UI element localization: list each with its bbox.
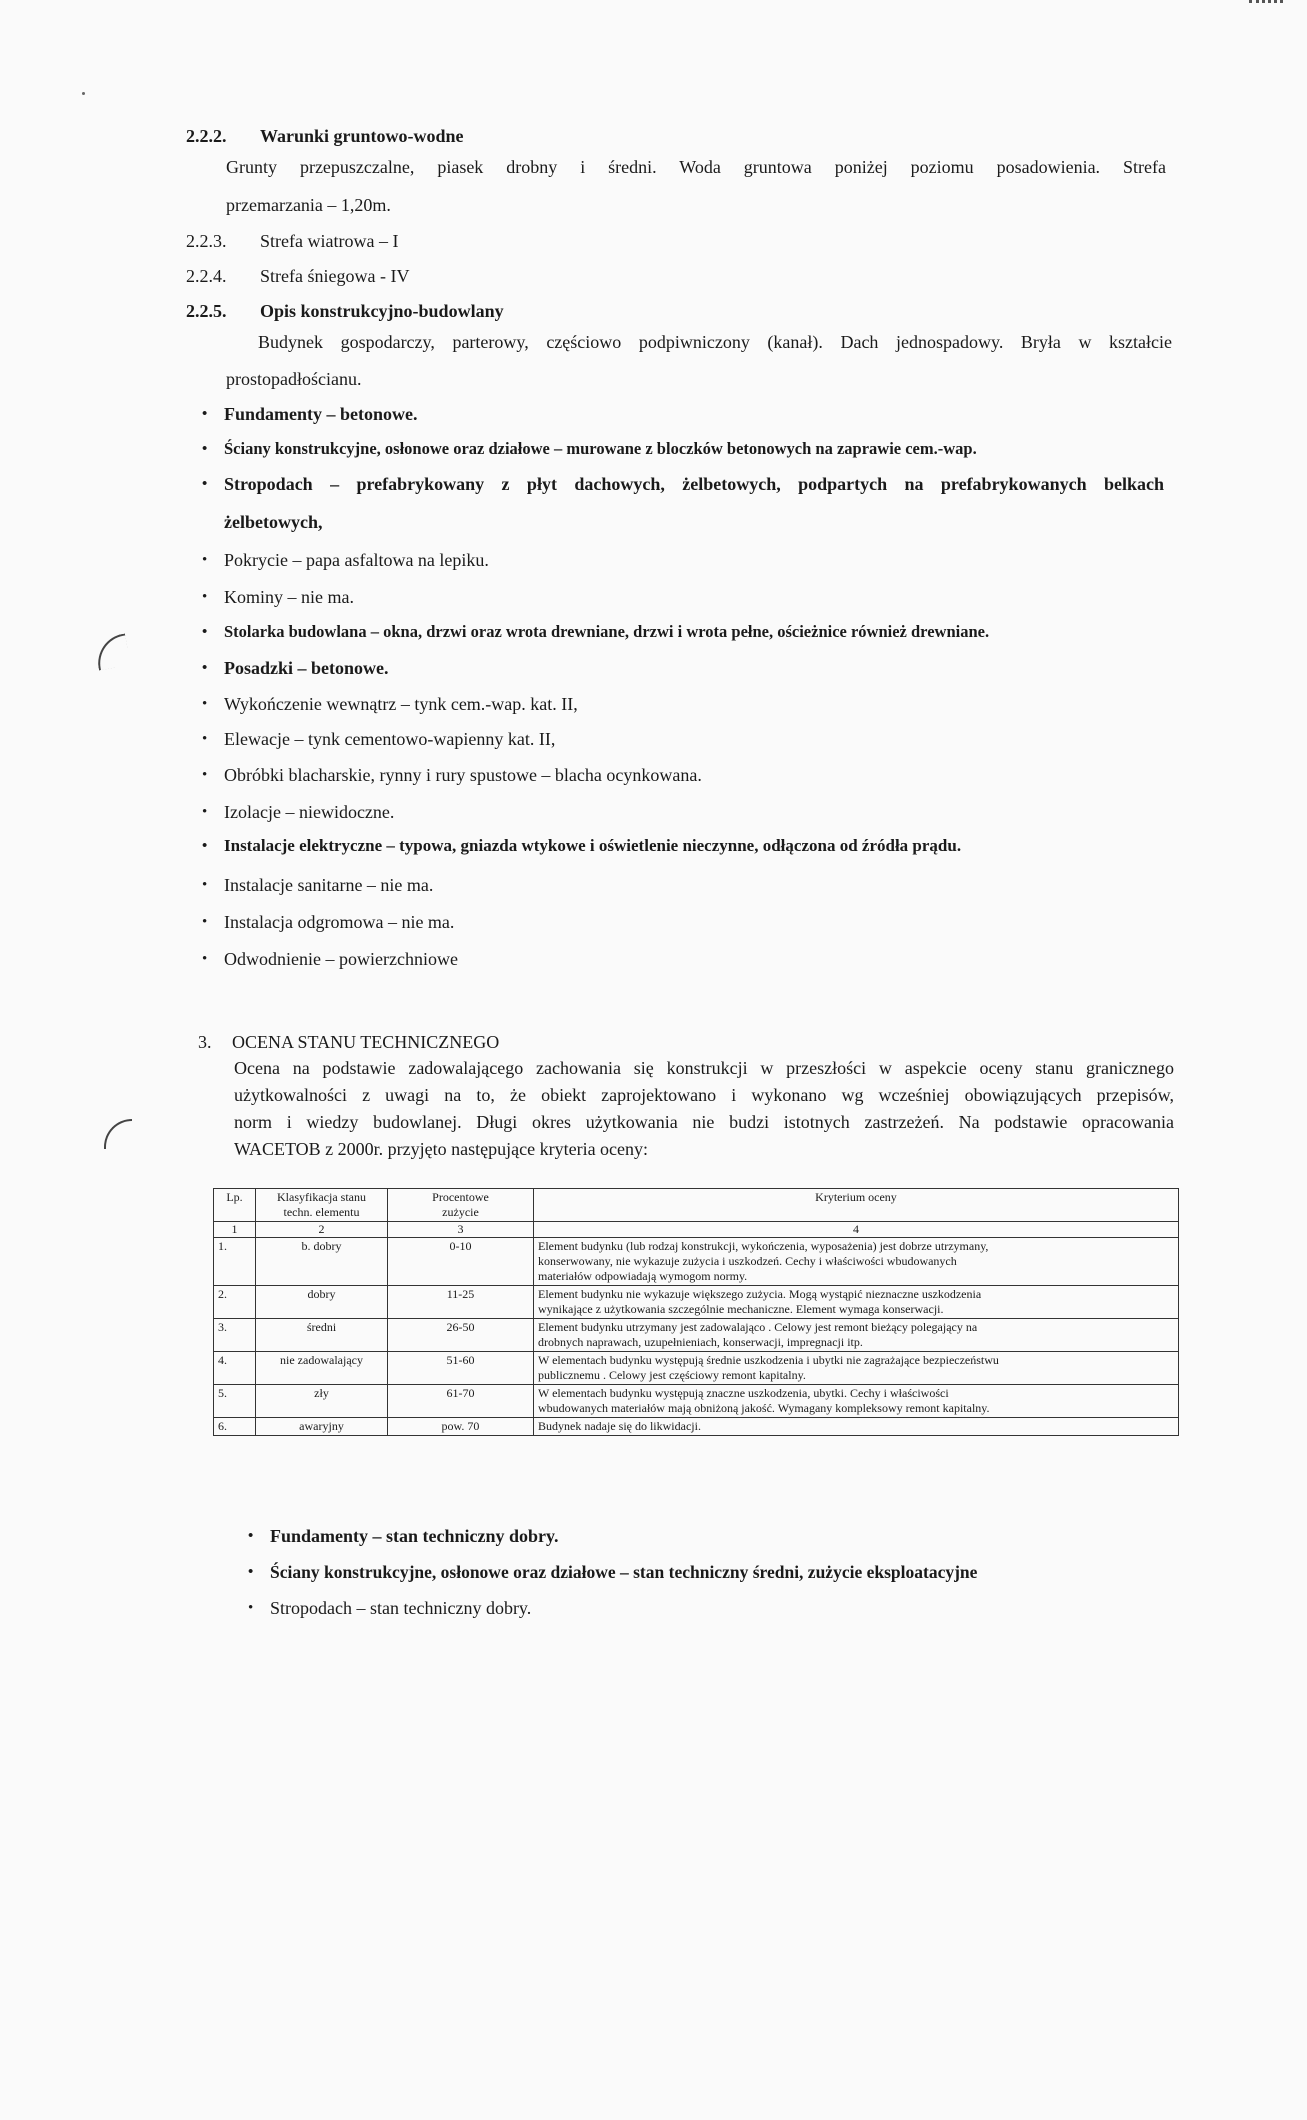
bullet-item: • Fundamenty – betonowe. <box>224 402 418 426</box>
cell-procent: 0-10 <box>388 1238 534 1286</box>
bullet-item: • Odwodnienie – powierzchniowe <box>224 947 458 971</box>
bullet-continuation: żelbetowych, <box>224 512 323 532</box>
cell-line: Element budynku nie wykazuje większego zużycia. Mogą wystąpić nieznaczne uszkodzenia <box>538 1287 982 1301</box>
section-number: 2.2.4. <box>186 266 227 286</box>
cell-kryterium <box>534 1319 1179 1352</box>
scan-artifact <box>1249 0 1283 6</box>
header-text: zużycie <box>442 1205 479 1219</box>
cell-klasyfikacja: dobry <box>256 1286 388 1319</box>
cell-lp: 4. <box>214 1352 256 1385</box>
binder-hole-mark <box>93 633 130 670</box>
paragraph-line: przemarzania – 1,20m. <box>226 195 391 215</box>
index-cell: 3 <box>388 1222 534 1238</box>
section-title: OCENA STANU TECHNICZNEGO <box>232 1032 500 1052</box>
table-row <box>214 1418 1179 1436</box>
table-row <box>214 1286 1179 1319</box>
section-heading-3 <box>198 1030 499 1054</box>
section-heading-2-2-5 <box>186 299 504 323</box>
paragraph-line: norm i wiedzy budowlanej. Długi okres użytkowania nie budzi istotnych zastrzeżeń. Na podstawie opracowania <box>234 1112 1174 1132</box>
section-line-2-2-4 <box>186 264 409 288</box>
paragraph-line: Grunty przepuszczalne, piasek drobny i średni. Woda gruntowa poniżej poziomu posadowienia. Strefa <box>226 157 1166 177</box>
paragraph-line: WACETOB z 2000r. przyjęto następujące kryteria oceny: <box>234 1139 649 1159</box>
index-cell: 4 <box>534 1222 1179 1238</box>
paragraph-line: Ocena na podstawie zadowalającego zachowania się konstrukcji w przeszłości w aspekcie oceny stanu granicznego <box>234 1058 1174 1078</box>
cell-klasyfikacja: nie zadowalający <box>256 1352 388 1385</box>
section-text: Strefa wiatrowa – I <box>260 231 399 251</box>
cell-lp: 1. <box>214 1238 256 1286</box>
assessment-item: • Stropodach – stan techniczny dobry. <box>270 1596 531 1620</box>
bullet-item: • Instalacje sanitarne – nie ma. <box>224 873 433 897</box>
section-number: 2.2.3. <box>186 231 227 251</box>
section-number: 3. <box>198 1032 212 1052</box>
assessment-item: • Ściany konstrukcyjne, osłonowe oraz działowe – stan techniczny średni, zużycie eksploatacyjne <box>270 1560 977 1584</box>
bullet-item: • Pokrycie – papa asfaltowa na lepiku. <box>224 548 489 572</box>
cell-line: konserwowany, nie wykazuje zużycia i uszkodzeń. Cechy i właściwości wbudowanych <box>538 1254 957 1268</box>
cell-procent: 61-70 <box>388 1385 534 1418</box>
bullet-item: • Ściany konstrukcyjne, osłonowe oraz działowe – murowane z bloczków betonowych na zaprawie cem.-wap. <box>224 437 977 461</box>
section-number: 2.2.2. <box>186 126 227 146</box>
cell-kryterium <box>534 1352 1179 1385</box>
bullet-item: • Obróbki blacharskie, rynny i rury spustowe – blacha ocynkowana. <box>224 763 702 787</box>
cell-kryterium <box>534 1286 1179 1319</box>
cell-klasyfikacja: b. dobry <box>256 1238 388 1286</box>
criteria-table <box>213 1188 1179 1436</box>
section-line-2-2-3 <box>186 229 398 253</box>
header-text: Procentowe <box>432 1190 489 1204</box>
cell-line: publicznemu . Celowy jest częściowy remont kapitalny. <box>538 1368 806 1382</box>
paragraph-line: Budynek gospodarczy, parterowy, częściowo podpiwniczony (kanał). Dach jednospadowy. Bryła w kształcie <box>258 332 1172 352</box>
cell-procent: 11-25 <box>388 1286 534 1319</box>
cell-lp: 2. <box>214 1286 256 1319</box>
table-row <box>214 1238 1179 1286</box>
cell-klasyfikacja: zły <box>256 1385 388 1418</box>
cell-procent: 26-50 <box>388 1319 534 1352</box>
section-text: Strefa śniegowa - IV <box>260 266 410 286</box>
cell-lp: 6. <box>214 1418 256 1436</box>
bullet-item: • Instalacje elektryczne – typowa, gniazda wtykowe i oświetlenie nieczynne, odłączona od źródła prądu. <box>224 834 961 858</box>
assessment-item: • Fundamenty – stan techniczny dobry. <box>270 1524 559 1548</box>
cell-kryterium: Budynek nadaje się do likwidacji. <box>534 1418 1179 1436</box>
cell-line: Element budynku utrzymany jest zadowalająco . Celowy jest remont bieżący polegający na <box>538 1320 978 1334</box>
header-procentowe <box>388 1189 534 1222</box>
paragraph-line: prostopadłościanu. <box>226 369 362 389</box>
cell-line: W elementach budynku występują średnie uszkodzenia i ubytki nie zagrażające bezpieczeństwu <box>538 1353 999 1367</box>
header-klasyfikacja <box>256 1189 388 1222</box>
cell-line: Element budynku (lub rodzaj konstrukcji, wykończenia, wyposażenia) jest dobrze utrzymany, <box>538 1239 989 1253</box>
header-lp: Lp. <box>214 1189 256 1222</box>
table-row <box>214 1319 1179 1352</box>
cell-line: wynikające z użytkowania szczególnie mechaniczne. Element wymaga konserwacji. <box>538 1302 944 1316</box>
table-index-row <box>214 1222 1179 1238</box>
cell-line: materiałów odpowiadają wymogom normy. <box>538 1269 748 1283</box>
scan-speck <box>82 92 85 95</box>
bullet-item: • Stropodach – prefabrykowany z płyt dachowych, żelbetowych, podpartych na prefabrykowanych belkach <box>224 472 1164 496</box>
bullet-item: • Izolacje – niewidoczne. <box>224 800 394 824</box>
header-text: techn. elementu <box>283 1205 360 1219</box>
bullet-item: • Elewacje – tynk cementowo-wapienny kat. II, <box>224 727 555 751</box>
index-cell: 1 <box>214 1222 256 1238</box>
cell-klasyfikacja: średni <box>256 1319 388 1352</box>
section-heading-2-2-2 <box>186 124 464 148</box>
bullet-item: • Wykończenie wewnątrz – tynk cem.-wap. kat. II, <box>224 692 578 716</box>
index-cell: 2 <box>256 1222 388 1238</box>
cell-line: W elementach budynku występują znaczne uszkodzenia, ubytki. Cechy i właściwości <box>538 1386 949 1400</box>
cell-kryterium <box>534 1238 1179 1286</box>
bullet-item: • Kominy – nie ma. <box>224 585 354 609</box>
header-kryterium: Kryterium oceny <box>534 1189 1179 1222</box>
paragraph-line: użytkowalności z uwagi na to, że obiekt zaprojektowano i wykonano wg wcześniej obowiązujących przepisów, <box>234 1085 1174 1105</box>
cell-lp: 5. <box>214 1385 256 1418</box>
table-row <box>214 1352 1179 1385</box>
cell-klasyfikacja: awaryjny <box>256 1418 388 1436</box>
cell-line: wbudowanych materiałów mają obniżoną jakość. Wymagany kompleksowy remont kapitalny. <box>538 1401 990 1415</box>
header-text: Klasyfikacja stanu <box>277 1190 366 1204</box>
binder-hole-mark <box>104 1119 132 1149</box>
section-title: Opis konstrukcyjno-budowlany <box>260 301 504 321</box>
section-title: Warunki gruntowo-wodne <box>260 126 464 146</box>
cell-line: drobnych naprawach, uzupełnieniach, konserwacji, impregnacji itp. <box>538 1335 863 1349</box>
cell-procent: pow. 70 <box>388 1418 534 1436</box>
bullet-item: • Posadzki – betonowe. <box>224 656 389 680</box>
bullet-item: • Stolarka budowlana – okna, drzwi oraz wrota drewniane, drzwi i wrota pełne, ościeżnice również drewniane. <box>224 620 989 644</box>
cell-procent: 51-60 <box>388 1352 534 1385</box>
cell-lp: 3. <box>214 1319 256 1352</box>
bullet-item: • Instalacja odgromowa – nie ma. <box>224 910 454 934</box>
table-header-row <box>214 1189 1179 1222</box>
table-row <box>214 1385 1179 1418</box>
cell-kryterium <box>534 1385 1179 1418</box>
section-number: 2.2.5. <box>186 301 227 321</box>
